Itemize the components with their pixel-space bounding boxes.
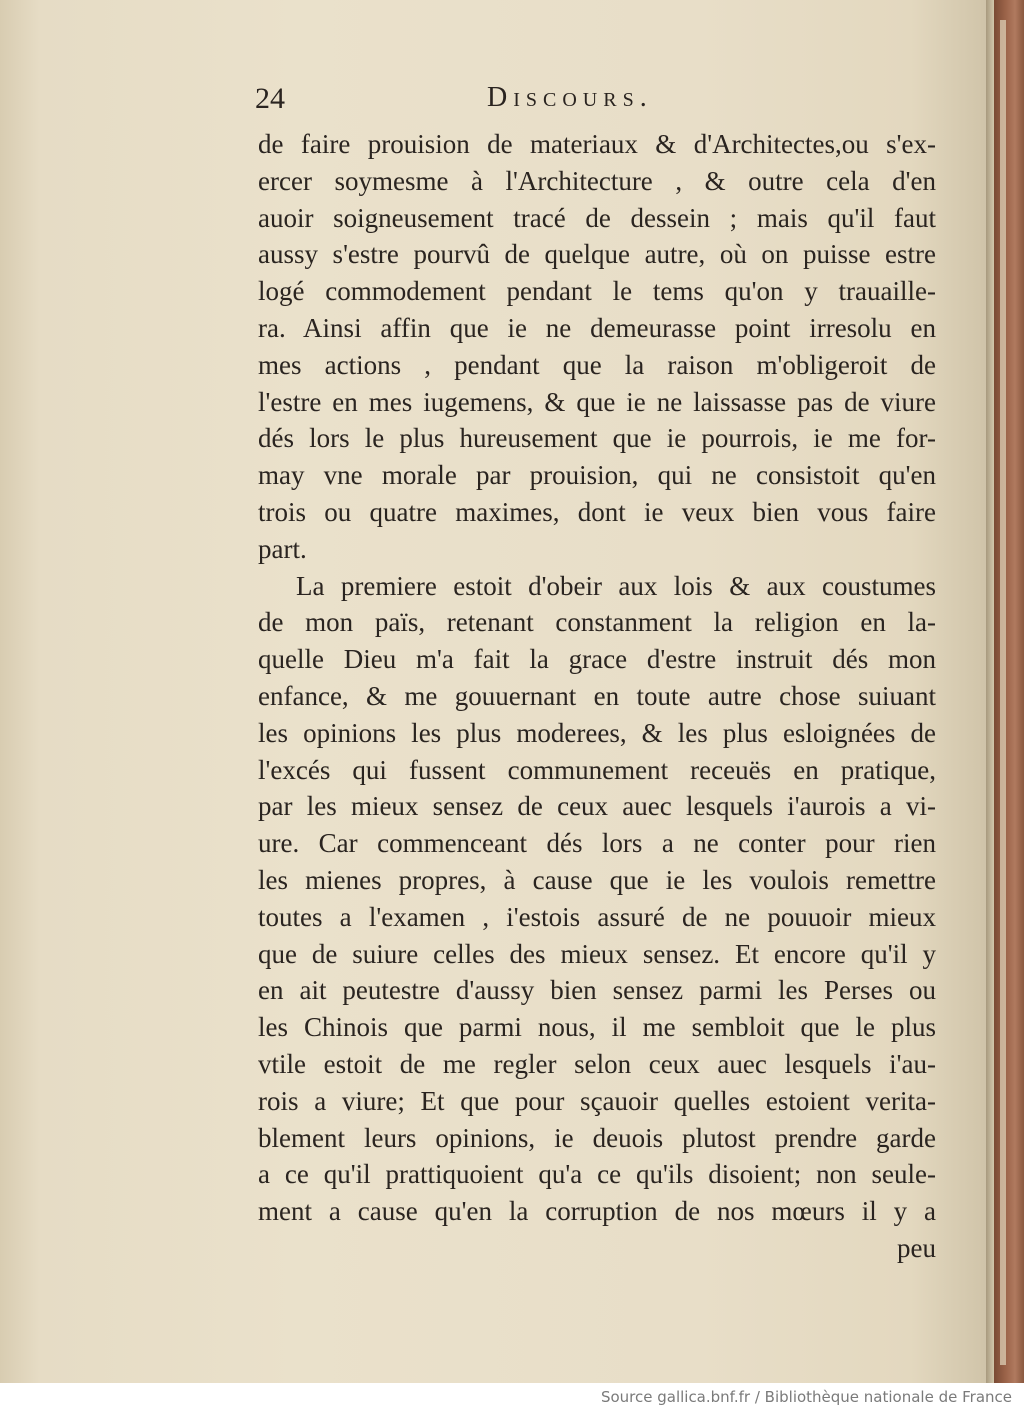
source-footer	[0, 1383, 1024, 1413]
text-line: may vne morale par prouision, qui ne consistoit qu'en	[258, 460, 936, 491]
text-line: les opinions les plus moderees, & les plus esloignées de	[258, 717, 936, 748]
text-line: part.	[258, 533, 307, 564]
gutter-shadow	[986, 0, 994, 1383]
text-line: l'excés qui fussent communement receuës en pratique,	[258, 754, 936, 785]
text-line: vtile estoit de me regler selon ceux auec lesquels i'au-	[258, 1048, 936, 1079]
text-line: enfance, & me gouuernant en toute autre chose suiuant	[258, 680, 936, 711]
text-line: dés lors le plus hureusement que ie pourrois, ie me for-	[258, 423, 936, 454]
book-spine	[994, 0, 1024, 1383]
text-line: ercer soymesme à l'Architecture , & outre cela d'en	[258, 165, 936, 196]
text-line: rois a viure; Et que pour sçauoir quelles estoient verita-	[258, 1085, 936, 1116]
text-line: par les mieux sensez de ceux auec lesquels i'aurois a vi-	[258, 791, 936, 822]
text-line: toutes a l'examen , i'estois assuré de ne pouuoir mieux	[258, 901, 936, 932]
text-line: les mienes propres, à cause que ie les voulois remettre	[258, 864, 936, 895]
text-line: auoir soigneusement tracé de dessein ; mais qu'il faut	[258, 202, 936, 233]
text-line: La premiere estoit d'obeir aux lois & aux coustumes	[296, 570, 936, 601]
text-line: logé commodement pendant le tems qu'on y trauaille-	[258, 276, 936, 307]
text-line: en ait peutestre d'aussy bien sensez parmi les Perses ou	[258, 975, 936, 1006]
text-line: l'estre en mes iugemens, & que ie ne laissasse pas de viure	[258, 386, 936, 417]
text-line: ment a cause qu'en la corruption de nos mœurs il y a	[258, 1196, 936, 1227]
running-head	[255, 82, 935, 122]
text-line: a ce qu'il prattiquoient qu'a ce qu'ils disoient; non seule-	[258, 1159, 936, 1190]
text-line: les Chinois que parmi nous, il me sembloit que le plus	[258, 1012, 936, 1043]
text-line: de mon païs, retenant constanment la religion en la-	[258, 607, 936, 638]
text-line: quelle Dieu m'a fait la grace d'estre instruit dés mon	[258, 644, 936, 675]
page-number: 24	[255, 82, 285, 115]
text-line: ure. Car commenceant dés lors a ne conter pour rien	[258, 828, 936, 859]
catchword: peu	[897, 1232, 936, 1263]
text-line: aussy s'estre pourvû de quelque autre, où on puisse estre	[258, 239, 936, 270]
running-title: Discours.	[487, 82, 653, 113]
body-text	[258, 126, 936, 1267]
text-line: blement leurs opinions, ie deuois plutost prendre garde	[258, 1122, 936, 1153]
source-credit: Source gallica.bnf.fr / Bibliothèque nationale de France	[600, 1388, 1012, 1406]
text-line: ra. Ainsi affin que ie ne demeurasse point irresolu en	[258, 312, 936, 343]
facing-page-edge	[1000, 20, 1006, 1365]
text-line: trois ou quatre maximes, dont ie veux bien vous faire	[258, 496, 936, 527]
text-line: que de suiure celles des mieux sensez. Et encore qu'il y	[258, 938, 936, 969]
text-line: de faire prouision de materiaux & d'Architectes,ou s'ex-	[258, 129, 936, 159]
text-line: mes actions , pendant que la raison m'obligeroit de	[258, 349, 936, 380]
